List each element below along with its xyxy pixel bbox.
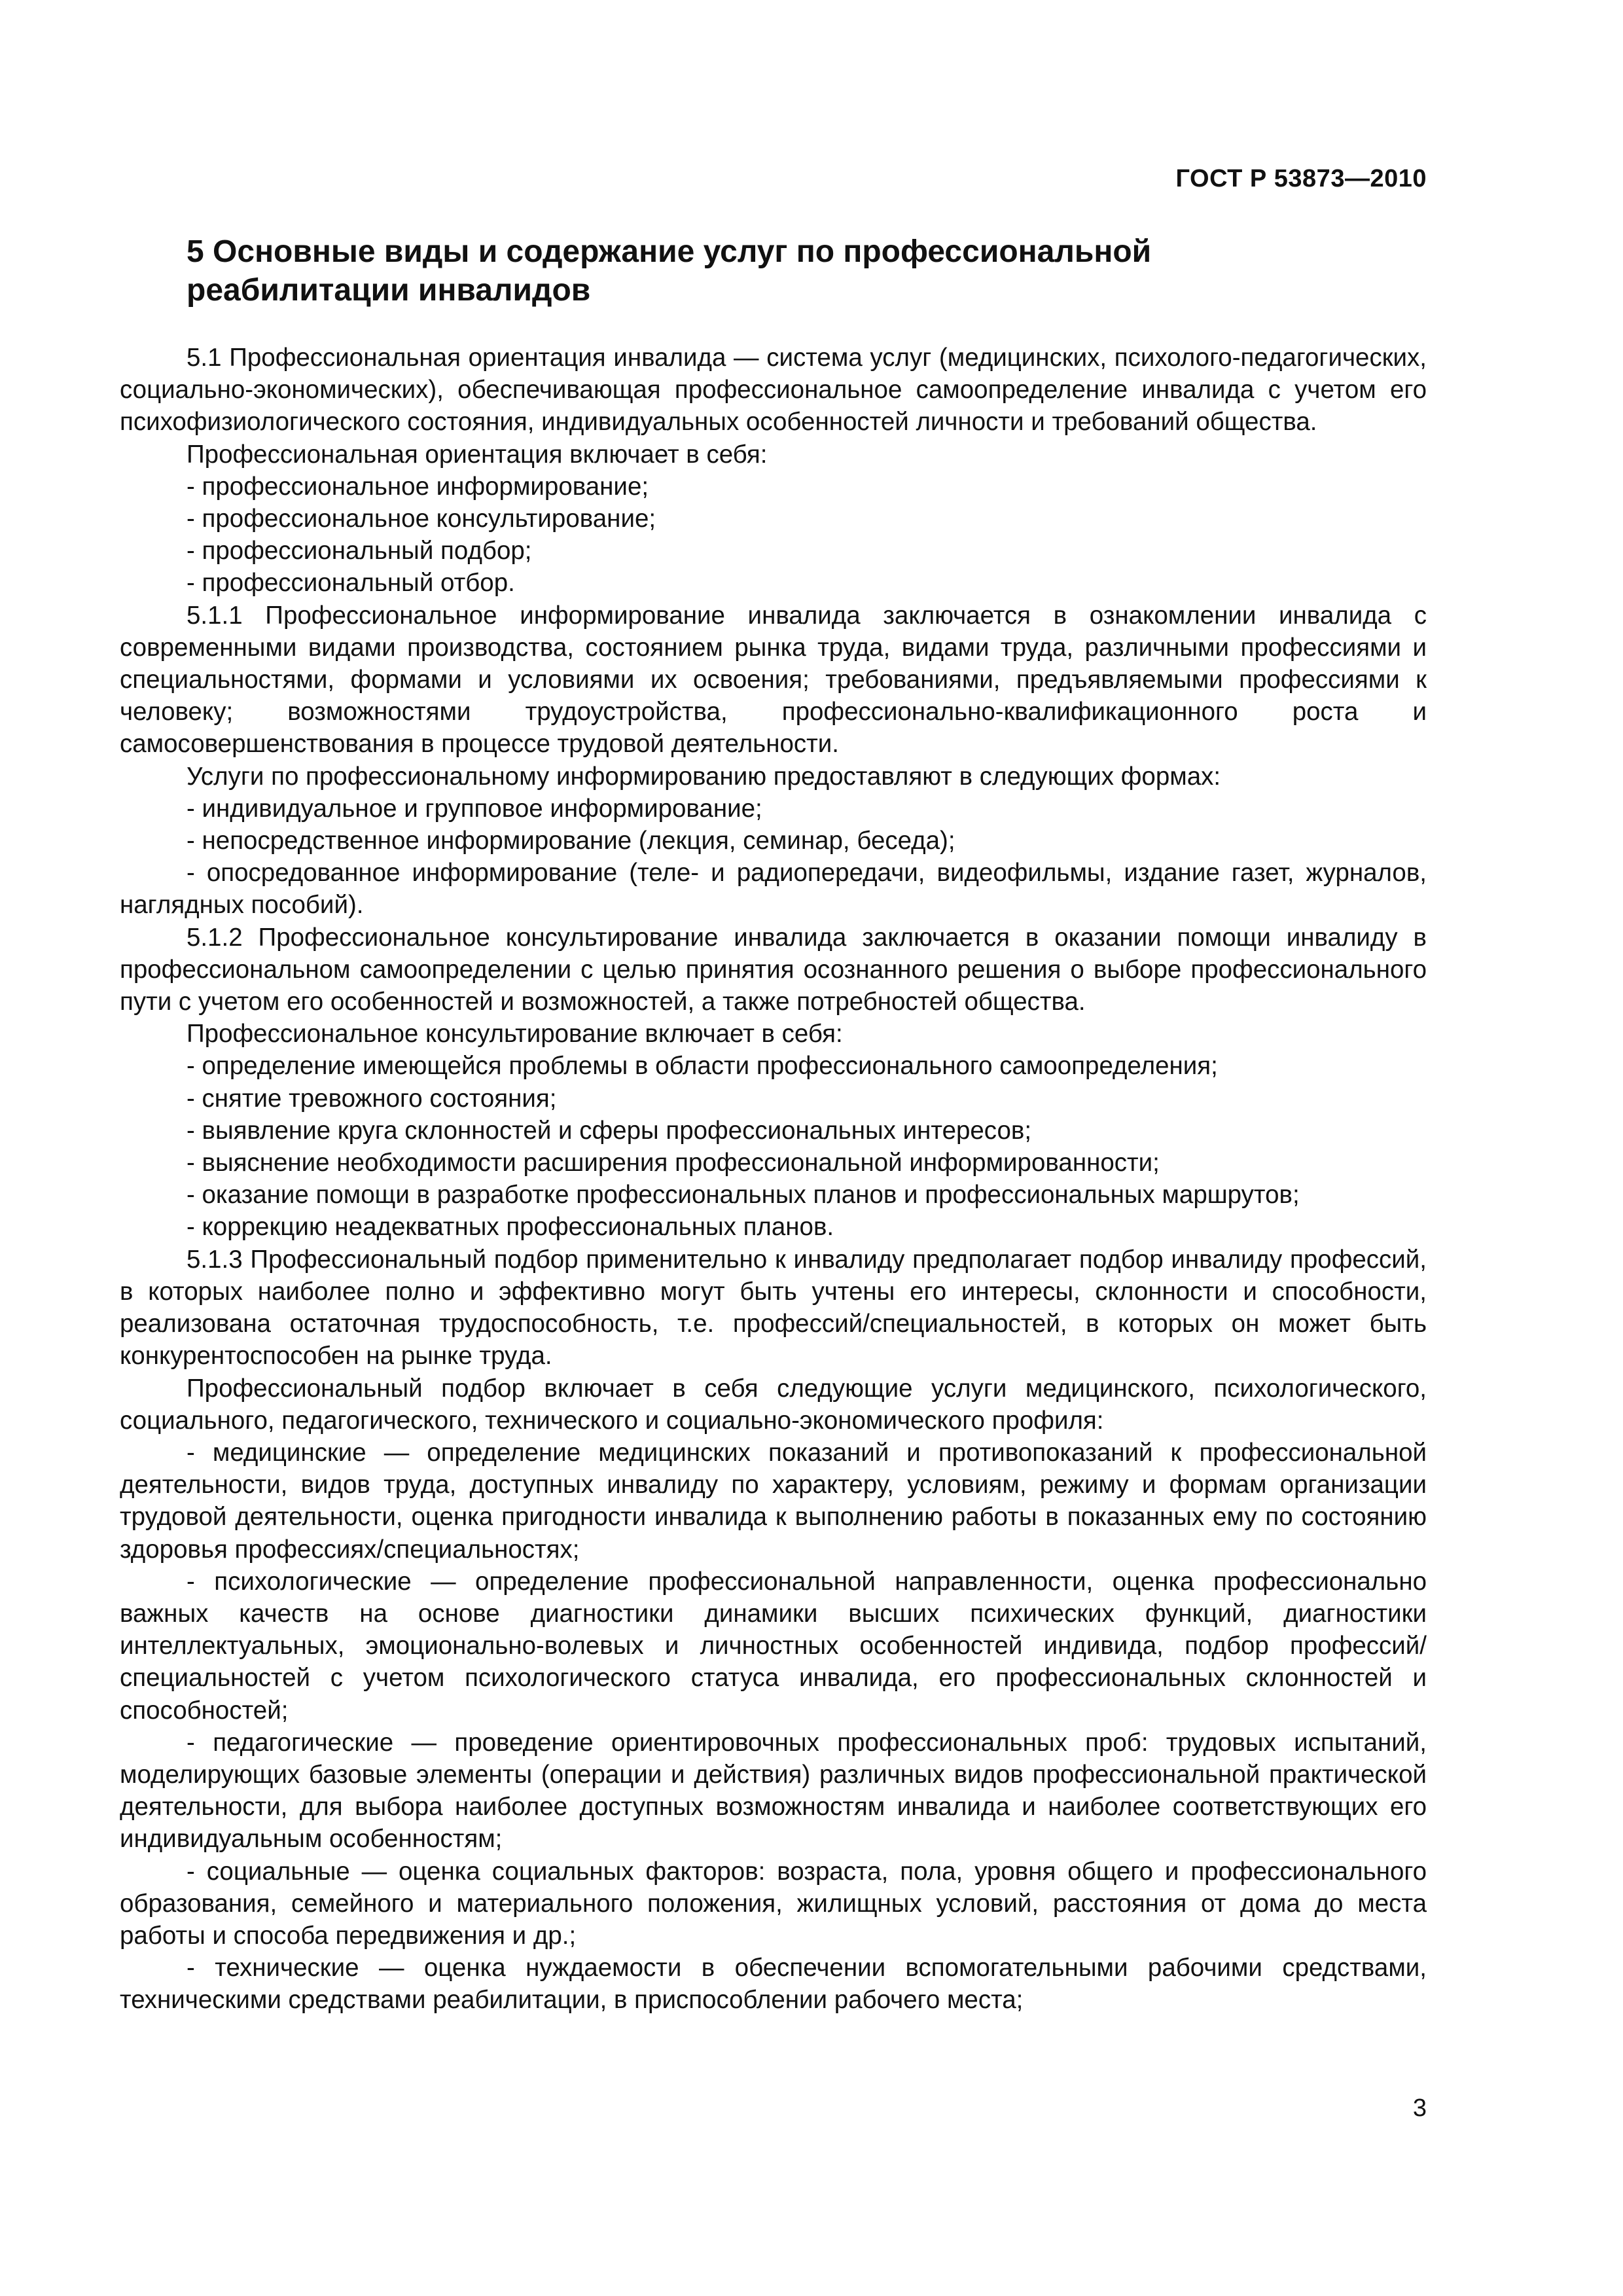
list-item: - выяснение необходимости расширения профессиональной информированности; [187, 1149, 1160, 1177]
list-item: - профессиональное консультирование; [187, 505, 656, 533]
paragraph-5-1-2: 5.1.2 Профессиональное консультирование инвалида заключается в оказании помощи инвалиду в профессиональном самоопределении с целью принятия осознанного решения о выборе профессионального пути с учетом его особенностей и возможностей, а также потребностей общества. [120, 923, 1427, 1016]
list-item: - психологические — определение профессиональной направленности, оценка профессионально важных качеств на основе диагностики динамики высших психических функций, диагностики интеллектуальных, эмоционально-волевых и личностных особенностей индивида, подбор профессий/специальностей с учетом психологического статуса инвалида, его профессиональных склонностей и способностей; [120, 1567, 1427, 1725]
paragraph-5-1-3: 5.1.3 Профессиональный подбор применительно к инвалиду предполагает подбор инвалиду профессий, в которых наиболее полно и эффективно могут быть учтены его интересы, склонности и способности, реализована остаточная трудоспособность, т.е. профессий/специальностей, в которых он может быть конкурентоспособен на рынке труда. [120, 1245, 1427, 1371]
paragraph-intro: Услуги по профессиональному информированию предоставляют в следующих формах: [187, 762, 1221, 791]
list-item: - педагогические — проведение ориентировочных профессиональных проб: трудовых испытаний, моделирующих базовые элементы (операции и действия) различных видов профессиональной практической деятельности, для выбора наиболее доступных возможностям инвалида и наиболее соответствующих его индивидуальным особенностям; [120, 1728, 1427, 1854]
list-item: - социальные — оценка социальных факторов: возраста, пола, уровня общего и профессионального образования, семейного и материального положения, жилищных условий, расстояния от дома до места работы и способа передвижения и др.; [120, 1857, 1427, 1950]
list-item: - индивидуальное и групповое информирование; [187, 794, 762, 823]
list-item: - оказание помощи в разработке профессиональных планов и профессиональных маршрутов; [187, 1181, 1300, 1210]
list-item: - непосредственное информирование (лекция, семинар, беседа); [187, 827, 955, 855]
page-number: 3 [1412, 2094, 1427, 2122]
list-item: - профессиональный подбор; [187, 537, 532, 565]
section-title: 5 Основные виды и содержание услуг по профессиональной реабилитации инвалидов [187, 234, 1152, 308]
list-item: - опосредованное информирование (теле- и радиопередачи, видеофильмы, издание газет, журналов, наглядных пособий). [120, 859, 1427, 920]
paragraph-5-1: 5.1 Профессиональная ориентация инвалида — система услуг (медицинских, психолого-педагогических, социально-экономических), обеспечивающая профессиональное самоопределение инвалида с учетом его психофизиологического состояния, индивидуальных особенностей личности и требований общества. [120, 344, 1427, 437]
document-body [120, 342, 1427, 2017]
paragraph-intro: Профессиональная ориентация включает в себя: [187, 440, 768, 469]
list-item: - выявление круга склонностей и сферы профессиональных интересов; [187, 1116, 1032, 1145]
paragraph-intro: Профессиональный подбор включает в себя следующие услуги медицинского, психологического, социального, педагогического, технического и социально-экономического профиля: [120, 1374, 1427, 1435]
document-code-header: ГОСТ Р 53873—2010 [1175, 165, 1427, 192]
list-item: - медицинские — определение медицинских показаний и противопоказаний к профессиональной деятельности, видов труда, доступных инвалиду по характеру, условиям, режиму и формам организации трудовой деятельности, оценка пригодности инвалида к выполнению работы в показанных ему по состоянию здоровья профессиях/специальностях; [120, 1438, 1427, 1564]
list-item: - определение имеющейся проблемы в области профессионального самоопределения; [187, 1052, 1218, 1081]
list-item: - технические — оценка нуждаемости в обеспечении вспомогательными рабочими средствами, техническими средствами реабилитации, в приспособлении рабочего места; [120, 1954, 1427, 2015]
list-item: - снятие тревожного состояния; [187, 1084, 557, 1113]
list-item: - профессиональный отбор. [187, 569, 515, 598]
list-item: - профессиональное информирование; [187, 472, 649, 501]
paragraph-intro: Профессиональное консультирование включает в себя: [187, 1020, 843, 1049]
list-item: - коррекцию неадекватных профессиональных планов. [187, 1213, 834, 1242]
paragraph-5-1-1: 5.1.1 Профессиональное информирование инвалида заключается в ознакомлении инвалида с современными видами производства, состоянием рынка труда, видами труда, различными профессиями и специальностями, формами и условиями их освоения; требованиями, предъявляемыми профессиями к человеку; возможностями трудоустройства, профессионально-квалификационного роста и самосовершенствования в процессе трудовой деятельности. [120, 601, 1427, 759]
